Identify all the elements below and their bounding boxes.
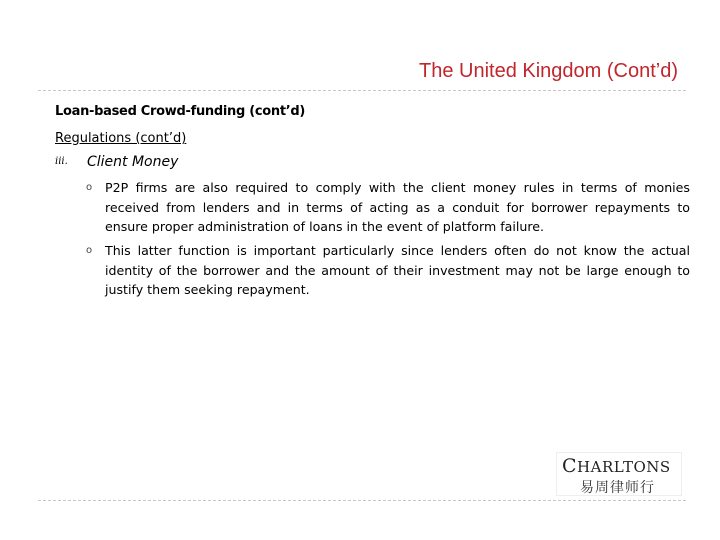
- bullet-text: This latter function is important particularly since lenders often do not know the actual identity of the borrower and the amount of their investment may not be large enough to justify them seeking repayment.: [105, 243, 690, 297]
- bullet-marker: o: [86, 182, 93, 193]
- subsection-number: iii.: [55, 156, 68, 167]
- subsection-label: Client Money: [87, 154, 179, 170]
- charltons-logo: [556, 452, 682, 496]
- logo-name-rest: HARLTONS: [577, 458, 671, 476]
- bullet-marker: o: [86, 245, 93, 256]
- top-divider: [38, 90, 686, 91]
- logo-initial: C: [562, 455, 578, 477]
- section-heading: Loan-based Crowd-funding (cont’d): [55, 104, 306, 119]
- logo-wordmark: [562, 455, 671, 477]
- logo-chinese-name: 易周律师行: [580, 480, 655, 496]
- bullet-text: P2P firms are also required to comply with the client money rules in terms of monies received from lenders and in terms of acting as a conduit for borrower repayments to ensure proper administration of loans in the event of platform failure.: [105, 180, 690, 234]
- slide-title: The United Kingdom (Cont’d): [418, 60, 678, 82]
- bottom-divider: [38, 500, 686, 501]
- section-subheading: Regulations (cont’d): [55, 131, 187, 146]
